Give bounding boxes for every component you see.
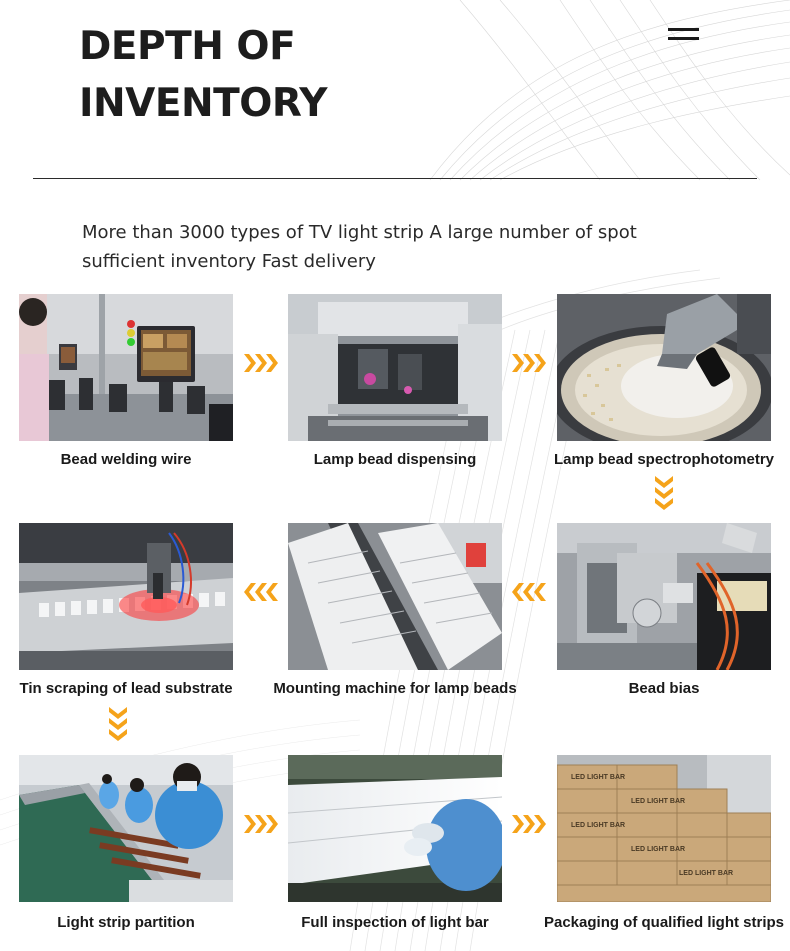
step-caption: Mounting machine for lamp beads: [273, 680, 517, 697]
step-caption: Light strip partition: [57, 914, 195, 931]
intro-line-2: sufficient inventory Fast delivery: [82, 251, 376, 272]
page-title: [79, 18, 327, 132]
triple-chevron-down-icon: [654, 476, 674, 510]
step-caption: Lamp bead dispensing: [313, 451, 477, 468]
triple-chevron-right-icon: [244, 814, 278, 834]
photo-lamp-bead-spectrophotometry: [557, 294, 771, 441]
step-caption: Bead welding wire: [60, 451, 192, 468]
photo-lamp-bead-dispensing: [288, 294, 502, 441]
triple-chevron-left-icon: [244, 582, 278, 602]
box-label: LED LIGHT BAR: [571, 774, 626, 781]
box-label: LED LIGHT BAR: [631, 846, 686, 853]
triple-chevron-down-icon: [108, 707, 128, 741]
triple-chevron-left-icon: [512, 582, 546, 602]
hamburger-menu-icon[interactable]: [668, 26, 701, 46]
photo-light-strip-partition: [19, 755, 233, 902]
triple-chevron-right-icon: [244, 353, 278, 373]
photo-bead-bias: [557, 523, 771, 670]
photo-packaging: [557, 755, 771, 902]
menu-bar-bottom: [668, 37, 699, 40]
step-caption: Lamp bead spectrophotometry: [553, 451, 775, 468]
step-caption: Bead bias: [628, 680, 700, 697]
step-caption: Packaging of qualified light strips: [543, 914, 785, 931]
triple-chevron-right-icon: [512, 353, 546, 373]
box-label: LED LIGHT BAR: [631, 798, 686, 805]
triple-chevron-right-icon: [512, 814, 546, 834]
photo-mounting-machine: [288, 523, 502, 670]
header-divider: [33, 178, 757, 179]
intro-text: [82, 218, 642, 276]
photo-bead-welding-wire: [19, 294, 233, 441]
intro-line-1: More than 3000 types of TV light strip A large number of spot: [82, 222, 637, 243]
step-caption: Tin scraping of lead substrate: [19, 680, 233, 697]
box-label: LED LIGHT BAR: [571, 822, 626, 829]
photo-tin-scraping: [19, 523, 233, 670]
step-caption: Full inspection of light bar: [301, 914, 489, 931]
page-title-line1: DEPTH OF: [79, 24, 296, 69]
box-label: LED LIGHT BAR: [679, 870, 734, 877]
photo-full-inspection: [288, 755, 502, 902]
page-title-line2: INVENTORY: [79, 81, 328, 126]
menu-bar-top: [668, 28, 699, 31]
